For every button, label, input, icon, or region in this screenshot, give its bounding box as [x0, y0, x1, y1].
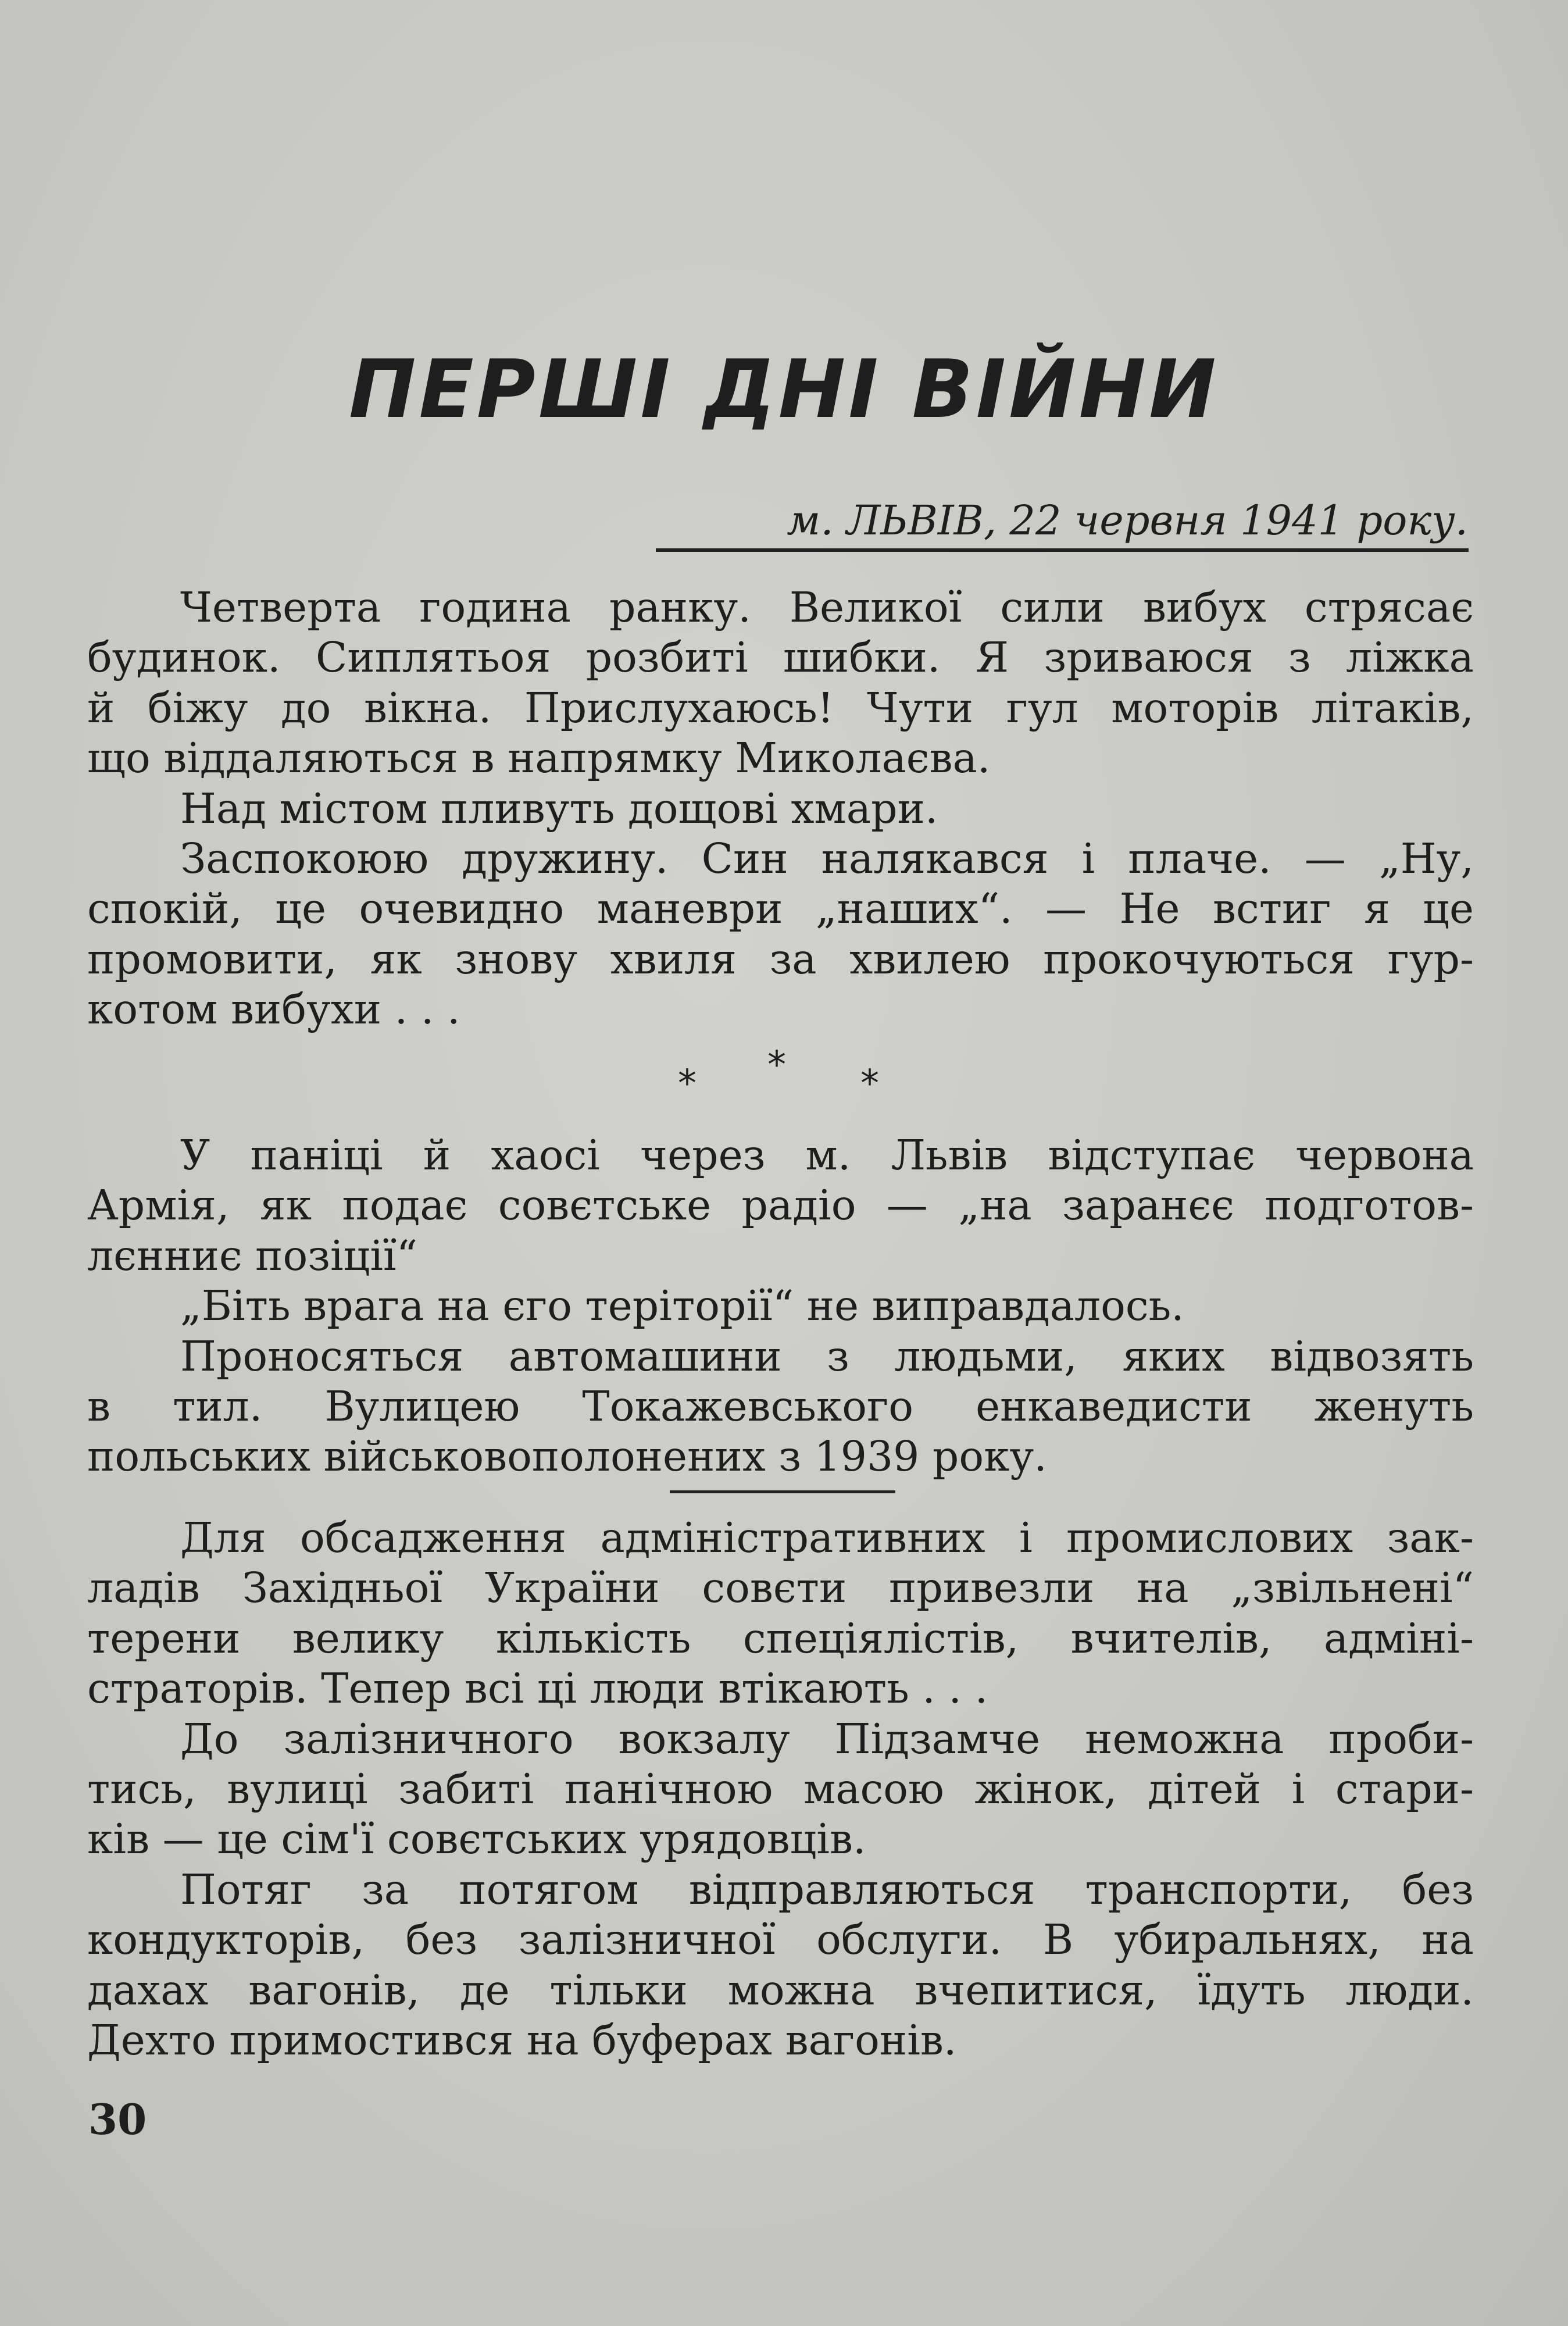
page-number: 30 [88, 2095, 147, 2144]
text-line: промовити, як знову хвиля за хвилею прокочуються гур- [87, 934, 1474, 983]
asterisk: * [678, 1062, 697, 1105]
asterisk: * [767, 1044, 786, 1087]
text-line: в тил. Вулицею Токажевського енкаведисти женуть [87, 1382, 1474, 1430]
text-line: Проносяться автомашини з людьми, яких відвозять [180, 1332, 1474, 1380]
text-line: Армія, як подає совєтське радіо — „на заранєє подготов- [87, 1181, 1474, 1230]
text-line: ладів Західньої України совєти привезли на „звільнені“ [87, 1564, 1474, 1612]
section-2 [87, 1130, 1474, 1482]
text-line: й біжу до вікна. Прислухаюсь! Чути гул моторів літаків, [87, 683, 1474, 732]
text-line: лєнниє позіції“ [87, 1231, 418, 1280]
text-line: будинок. Сиплятьоя розбиті шибки. Я зриваюся з ліжка [87, 633, 1474, 682]
text-line: дахах вагонів, де тільки можна вчепитися, їдуть люди. [87, 1965, 1474, 2014]
text-line: ків — це сім'ї совєтських урядовців. [87, 1815, 866, 1864]
text-line: Над містом пливуть дощові хмари. [180, 784, 938, 833]
section-3 [87, 1513, 1474, 2065]
text-line: що віддаляються в напрямку Миколаєва. [87, 734, 991, 783]
text-line: Дехто примостився на буферах вагонів. [87, 2015, 957, 2064]
text-line: терени велику кількість спеціялістів, вчителів, адміні- [87, 1614, 1474, 1663]
text-line: Заспокоюю дружину. Син налякався і плаче. — „Ну, [180, 834, 1474, 883]
text-line: До залізничного вокзалу Підзамче неможна проби- [180, 1714, 1474, 1763]
text-line: польських військовополонених з 1939 року. [87, 1432, 1047, 1481]
asterisk: * [860, 1062, 879, 1105]
text-line: У паніці й хаосі через м. Львів відступає червона [180, 1131, 1474, 1179]
text-line: страторів. Тепер всі ці люди втікають . . . [87, 1664, 988, 1713]
text-line: „Біть врага на єго теріторії“ не виправдалось. [180, 1282, 1184, 1330]
text-line: Потяг за потягом відправляються транспорти, без [180, 1865, 1474, 1914]
text-line: котом вибухи . . . [87, 985, 460, 1034]
dateline: м. ЛЬВІВ, 22 червня 1941 року. [787, 497, 1468, 544]
text-line: тись, вулиці забиті панічною масою жінок, дітей і стари- [87, 1764, 1474, 1813]
text-line: Четверта година ранку. Великої сили вибух стрясає [180, 583, 1474, 632]
text-line: кондукторів, без залізничної обслуги. В убиральнях, на [87, 1915, 1474, 1964]
text-line: Для обсадження адміністративних і промислових зак- [180, 1514, 1474, 1562]
chapter-title: ПЕРШІ ДНІ ВІЙНИ [349, 343, 1219, 436]
dateline-underline [656, 548, 1469, 552]
text-line: спокій, це очевидно маневри „наших“. — Не встиг я це [87, 884, 1474, 933]
section-1 [87, 583, 1474, 1035]
section-divider-rule [670, 1490, 895, 1493]
section-divider-asterisks [669, 1044, 901, 1105]
